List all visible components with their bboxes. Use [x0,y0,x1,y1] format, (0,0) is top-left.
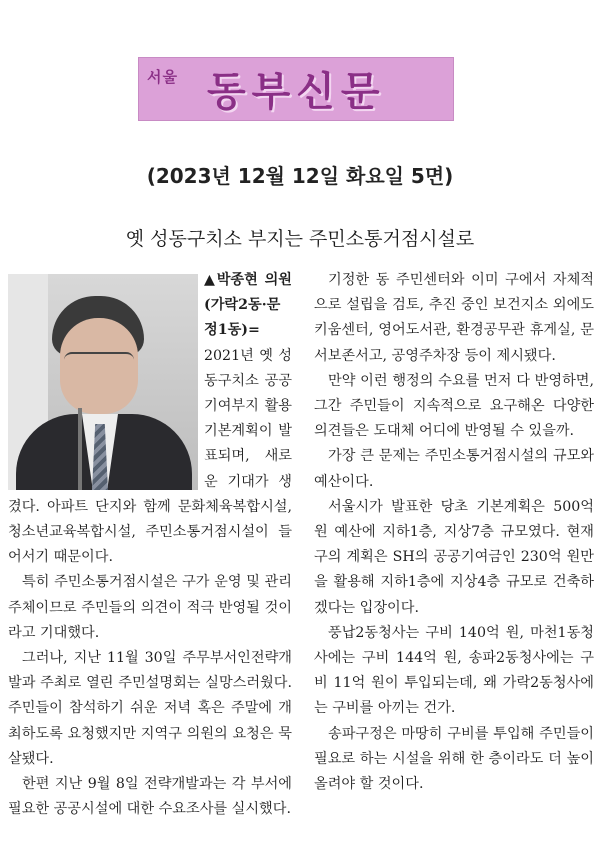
article-paragraph: 특히 주민소통거점시설은 구가 운영 및 관리주체이므로 주민들의 의견이 적극 반영될 것이라고 기대했다. [8,574,292,641]
article-paragraph: 한편 지난 9월 8일 전략개발과는 각 부서에 필요한 공공시설에 대한 수요조사를 실시했다. [8,776,292,818]
article-paragraph: 풍납2동청사는 구비 140억 원, 마천1동청사에는 구비 144억 원, 송파2동청사에는 구비 11억 원이 투입되는데, 왜 가락2동청사에는 구비를 아끼는 건가. [314,624,594,717]
article-paragraph: 송파구정은 마땅히 구비를 투입해 주민들이 필요로 하는 시설을 위해 한 층이라도 더 높이 올려야 할 것이다. [314,725,594,793]
masthead-seoul: 서울 [147,68,178,86]
article-column-left [8,268,292,822]
article-paragraph: 기정한 동 주민센터와 이미 구에서 자체적으로 설립을 검토, 추진 중인 보건지소 외에도 키움센터, 영어도서관, 환경공무관 휴게실, 문서보존서고, 공영주차장 등이 제시됐다. [314,272,594,364]
article-paragraph: 가장 큰 문제는 주민소통거점시설의 규모와 예산이다. [314,448,594,490]
article-column-right [314,268,594,797]
article-paragraph: ▲박종현 의원(가락2동·문정1동)= 2021년 옛 성동구치소 공공기여부지 활용기본계획이 발표되며, 새로운 기대가 생겼다. 아파트 단지와 함께 문화체육복합시설, 청소년교육복합시설, 주민소통거점시설이 들어서기 때문이다. [8,272,292,566]
article-paragraph: 서울시가 발표한 당초 기본계획은 500억 원 예산에 지하1층, 지상7층 규모였다. 현재 구의 계획은 SH의 공공기여금인 230억 원만을 활용해 지하1층에 지상4층 규모로 건축하겠다는 입장이다. [314,498,594,616]
article-paragraph: 그러나, 지난 11월 30일 주무부서인전략개발과 주최로 열린 주민설명회는 실망스러웠다. 주민들이 참석하기 쉬운 저녁 혹은 주말에 개최하도록 요청했지만 지역구 의원의 요청은 묵살됐다. [8,650,292,767]
article-byline: ▲박종현 의원(가락2동·문정1동)= [204,272,292,339]
publication-date: (2023년 12월 12일 화요일 5면) [146,164,454,188]
newspaper-masthead [138,57,454,121]
article-paragraph: 만약 이런 행정의 수요를 먼저 다 반영하면, 그간 주민들이 지속적으로 요구해온 다양한 의견들은 도대체 어디에 반영될 수 있을까. [314,372,594,440]
article-headline: 옛 성동구치소 부지는 주민소통거점시설로 [125,228,475,250]
masthead-name: 동부신문 [207,69,386,115]
